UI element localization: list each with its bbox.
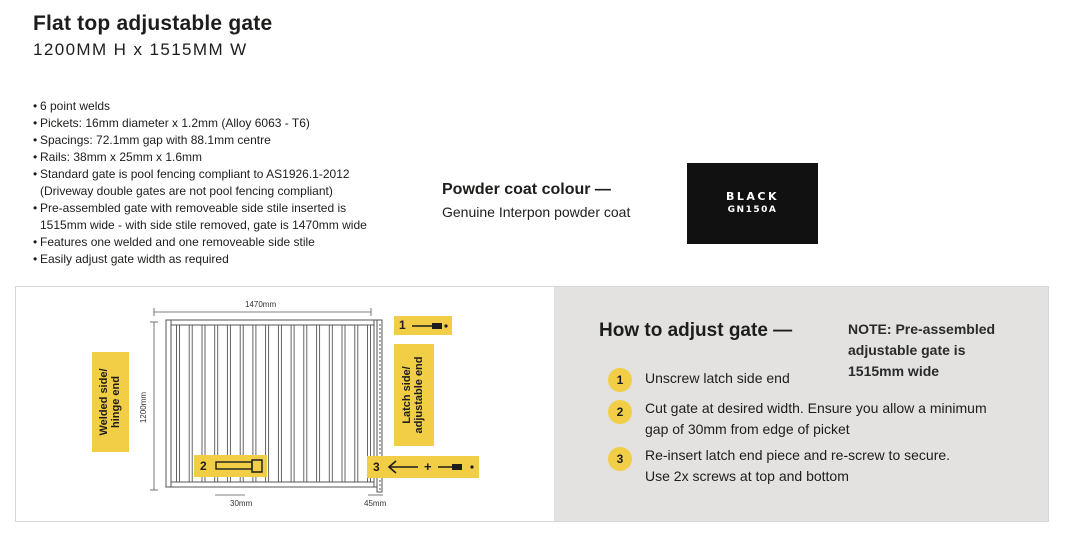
spec-item: • Standard gate is pool fencing compliant to AS1926.1-2012	[33, 166, 367, 183]
gate-picket	[278, 325, 281, 482]
latch-side-label: Latch side/ adjustable end	[401, 356, 425, 434]
gate-picket	[355, 325, 358, 482]
swatch-colour-name: BLACK	[725, 190, 779, 203]
step-2-badge: 2	[608, 400, 632, 424]
screwdriver-icon	[436, 461, 476, 473]
gate-picket	[177, 325, 180, 482]
gate-picket	[342, 325, 345, 482]
product-dimensions: 1200MM H x 1515MM W	[33, 40, 248, 59]
spec-item: • Spacings: 72.1mm gap with 88.1mm centre	[33, 132, 367, 149]
width-dimension-label: 1470mm	[245, 300, 277, 309]
step-3-badge: 3	[608, 447, 632, 471]
gate-picket	[291, 325, 294, 482]
powder-coat-subtext: Genuine Interpon powder coat	[442, 204, 631, 220]
gate-picket	[189, 325, 192, 482]
product-title: Flat top adjustable gate	[33, 12, 273, 35]
step-1-tag-number: 1	[399, 318, 406, 332]
step-3-tag-number: 3	[373, 460, 380, 474]
spec-item-continued: 1515mm wide - with side stile removed, gate is 1470mm wide	[40, 218, 367, 232]
height-dimension-label: 1200mm	[139, 391, 149, 424]
step-1-text: Unscrew latch side end	[645, 370, 790, 386]
spec-item-continued: (Driveway double gates are not pool fencing compliant)	[40, 184, 333, 198]
step-1-badge: 1	[608, 368, 632, 392]
plus-sign: +	[424, 459, 432, 474]
colour-swatch	[687, 163, 818, 244]
step-3-text: Re-insert latch end piece and re-screw to secure. Use 2x screws at top and bottom	[645, 447, 951, 484]
powder-coat-heading: Powder coat colour —	[442, 181, 611, 198]
spec-item: • 6 point welds	[33, 98, 367, 115]
step-2-tag-number: 2	[200, 459, 207, 473]
spec-item: • Pickets: 16mm diameter x 1.2mm (Alloy 6063 - T6)	[33, 115, 367, 132]
swatch-colour-code: GN150A	[727, 205, 778, 215]
spec-item: • Easily adjust gate width as required	[33, 251, 367, 268]
width-note: NOTE: Pre-assembled adjustable gate is 1515mm wide	[848, 321, 996, 379]
gate-picket	[304, 325, 307, 482]
welded-side-label: Welded side/ hinge end	[98, 368, 122, 436]
screwdriver-icon	[410, 320, 450, 332]
saw-icon	[214, 458, 264, 474]
stile-dimension-label: 45mm	[364, 499, 387, 508]
gate-picket	[317, 325, 320, 482]
gap-dimension-label: 30mm	[230, 499, 253, 508]
spec-list	[33, 98, 367, 268]
spec-item: • Features one welded and one removeable side stile	[33, 234, 367, 251]
arrow-left-icon	[386, 460, 420, 474]
step-2-text: Cut gate at desired width. Ensure you allow a minimum gap of 30mm from edge of picket	[645, 400, 987, 437]
gate-picket	[329, 325, 332, 482]
spec-item: • Pre-assembled gate with removeable side stile inserted is	[33, 200, 367, 217]
spec-item: • Rails: 38mm x 25mm x 1.6mm	[33, 149, 367, 166]
how-to-heading: How to adjust gate —	[599, 320, 793, 341]
